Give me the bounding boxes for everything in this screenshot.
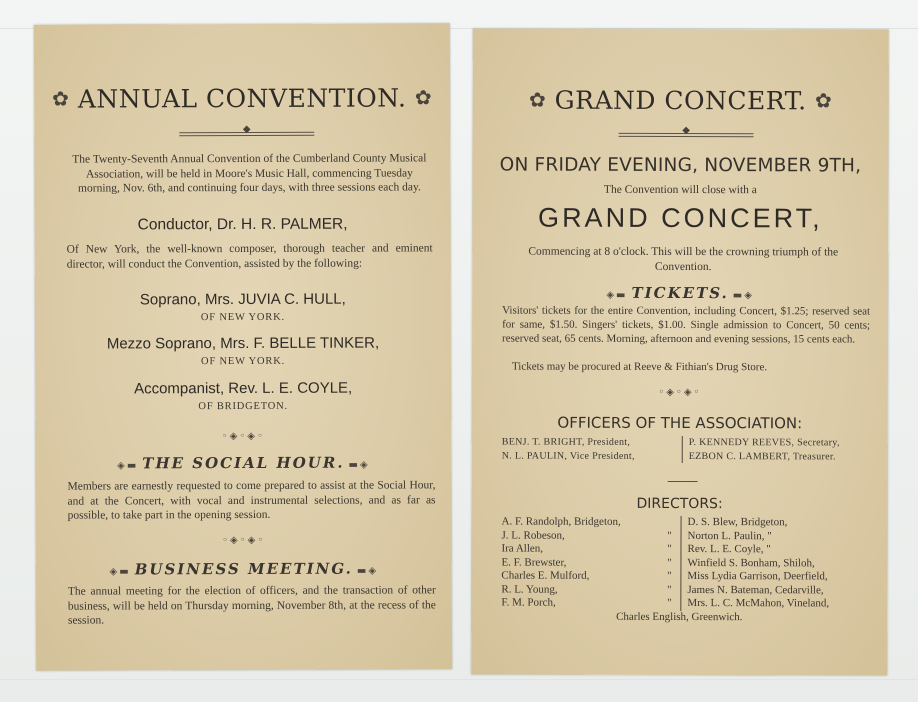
business-meeting-title: BUSINESS MEETING. (134, 559, 353, 579)
director-entry: Mrs. L. C. McMahon, Vineland, (687, 597, 830, 610)
grand-concert-title: GRAND CONCERT. (554, 85, 807, 116)
tickets-text: Visitors' tickets for the entire Convention, including Concert, $1.25; reserved seat for same, $1.50. Singers' tickets, $1.00. Single admission to Concert, 50 cents; reserved seat, 65 cents. Morning, afternoon and evening sessions, 15 cents each. (502, 304, 871, 346)
director-entry: Norton L. Paulin, " (687, 529, 772, 542)
ditto-mark: " (667, 556, 672, 569)
flourish-right-icon: ✿ (414, 85, 433, 110)
social-hour-text: Members are earnestly requested to come prepared to assist at the Social Hour, and at the Concert, with vocal and instrumental selections, and as far as possible, to take part in the opening session. (67, 479, 436, 522)
soprano-location: OF NEW YORK. (200, 311, 285, 324)
tickets-title-row (472, 283, 888, 303)
section-orn-right-icon: ▬◈ (732, 290, 754, 302)
directors-list (501, 516, 873, 611)
director-name: J. L. Robeson, (501, 529, 565, 542)
close-line: The Convention will close with a (603, 183, 757, 197)
section-orn-right-icon: ▬◈ (356, 565, 379, 577)
business-meeting-text: The annual meeting for the election of officers, and the transaction of other business, will be held on Thursday morning, November 8th, at the recess of the session. (67, 584, 436, 627)
section-orn-left-icon: ◈▬ (109, 566, 131, 578)
director-name: E. F. Brewster, (501, 556, 567, 569)
ditto-mark (663, 516, 677, 530)
ditto-mark: " (667, 542, 672, 555)
director-entry (502, 516, 677, 530)
officer-entry: P. KENNEDY REEVES, Secretary, (688, 437, 840, 449)
section-divider-1: ◦◈◦◈◦ (221, 430, 265, 443)
director-entry: Miss Lydia Garrison, Deerfield, (687, 570, 828, 583)
social-hour-title-row (35, 453, 451, 473)
title-divider-rule (619, 130, 754, 138)
social-hour-title: THE SOCIAL HOUR. (142, 453, 345, 473)
accompanist-line: Accompanist, Rev. L. E. COYLE, (134, 379, 353, 398)
director-entry (501, 583, 676, 597)
section-orn-right-icon: ▬◈ (348, 459, 370, 471)
section-divider-2: ◦◈◦◈◦ (222, 534, 266, 547)
conductor-description: Of New York, the well-known composer, thorough teacher and eminent director, will conduct the Convention, assisted by the following: (66, 242, 433, 271)
director-entry: Winfield S. Bonham, Shiloh, (687, 556, 815, 569)
director-name: Ira Allen, (501, 542, 544, 555)
flourish-left-icon: ✿ (528, 87, 547, 112)
officers-right-column (682, 436, 840, 463)
accompanist-location: OF BRIDGETON. (198, 400, 288, 413)
tickets-where: Tickets may be procured at Reeve & Fithian's Drug Store. (511, 360, 768, 374)
grand-concert-banner: GRAND CONCERT, (538, 202, 823, 234)
officer-entry: BENJ. T. BRIGHT, President, (501, 436, 631, 448)
section-divider-3: ◦◈◦◈◦ (658, 386, 702, 399)
officer-entry: EZBON C. LAMBERT, Treasurer. (688, 450, 836, 462)
concert-description: Commencing at 8 o'clock. This will be the crowning triumph of the Convention. (528, 245, 839, 273)
soprano-line: Soprano, Mrs. JUVIA C. HULL, (139, 290, 346, 309)
director-entry (501, 570, 676, 584)
officers-list (502, 436, 872, 464)
mezzo-soprano-location: OF NEW YORK. (201, 355, 286, 368)
officer-entry: N. L. PAULIN, Vice President, (501, 450, 635, 462)
flourish-left-icon: ✿ (52, 86, 70, 111)
director-entry (501, 556, 676, 570)
conductor-line: Conductor, Dr. H. R. PALMER, (137, 215, 348, 234)
annual-convention-title-row (34, 83, 450, 113)
ditto-mark: " (667, 596, 672, 609)
flourish-right-icon: ✿ (815, 88, 833, 113)
director-last-entry: Charles English, Greenwich. (616, 610, 743, 624)
director-name: A. F. Randolph, Bridgeton, (501, 515, 621, 528)
directors-left-column (501, 516, 681, 611)
director-entry (501, 543, 676, 557)
annual-convention-title: ANNUAL CONVENTION. (77, 83, 407, 114)
tickets-title: TICKETS. (631, 283, 729, 303)
business-meeting-title-row (36, 559, 452, 579)
directors-title: DIRECTORS: (636, 495, 723, 513)
officers-left-column (502, 436, 682, 463)
ditto-mark: " (667, 583, 672, 596)
director-entry: Rev. L. E. Coyle, " (687, 543, 771, 556)
grand-concert-title-row (473, 85, 889, 115)
section-orn-left-icon: ◈▬ (606, 289, 628, 301)
title-divider-rule (179, 129, 314, 137)
short-rule (668, 481, 698, 482)
ditto-mark: " (667, 569, 672, 582)
grand-concert-card (471, 28, 889, 675)
director-entry (501, 597, 676, 611)
convention-intro: The Twenty-Seventh Annual Convention of the Cumberland County Musical Association, will be held in Moore's Music Hall, commencing Tuesday morning, Nov. 6th, and continuing four days, with three sessions each day. (72, 152, 427, 195)
date-line: ON FRIDAY EVENING, NOVEMBER 9TH, (499, 154, 862, 177)
director-entry (502, 529, 677, 543)
directors-right-column (681, 516, 829, 611)
officers-title: OFFICERS OF THE ASSOCIATION: (557, 413, 803, 433)
director-name: Charles E. Mulford, (501, 569, 590, 582)
director-name: R. L. Young, (501, 583, 558, 596)
director-entry: D. S. Blew, Bridgeton, (687, 516, 788, 529)
director-entry: James N. Bateman, Cedarville, (687, 583, 824, 596)
mezzo-soprano-line: Mezzo Soprano, Mrs. F. BELLE TINKER, (106, 334, 380, 353)
director-name: F. M. Porch, (501, 596, 556, 609)
section-orn-left-icon: ◈▬ (117, 460, 139, 472)
annual-convention-card (34, 23, 452, 670)
ditto-mark: " (667, 529, 672, 542)
